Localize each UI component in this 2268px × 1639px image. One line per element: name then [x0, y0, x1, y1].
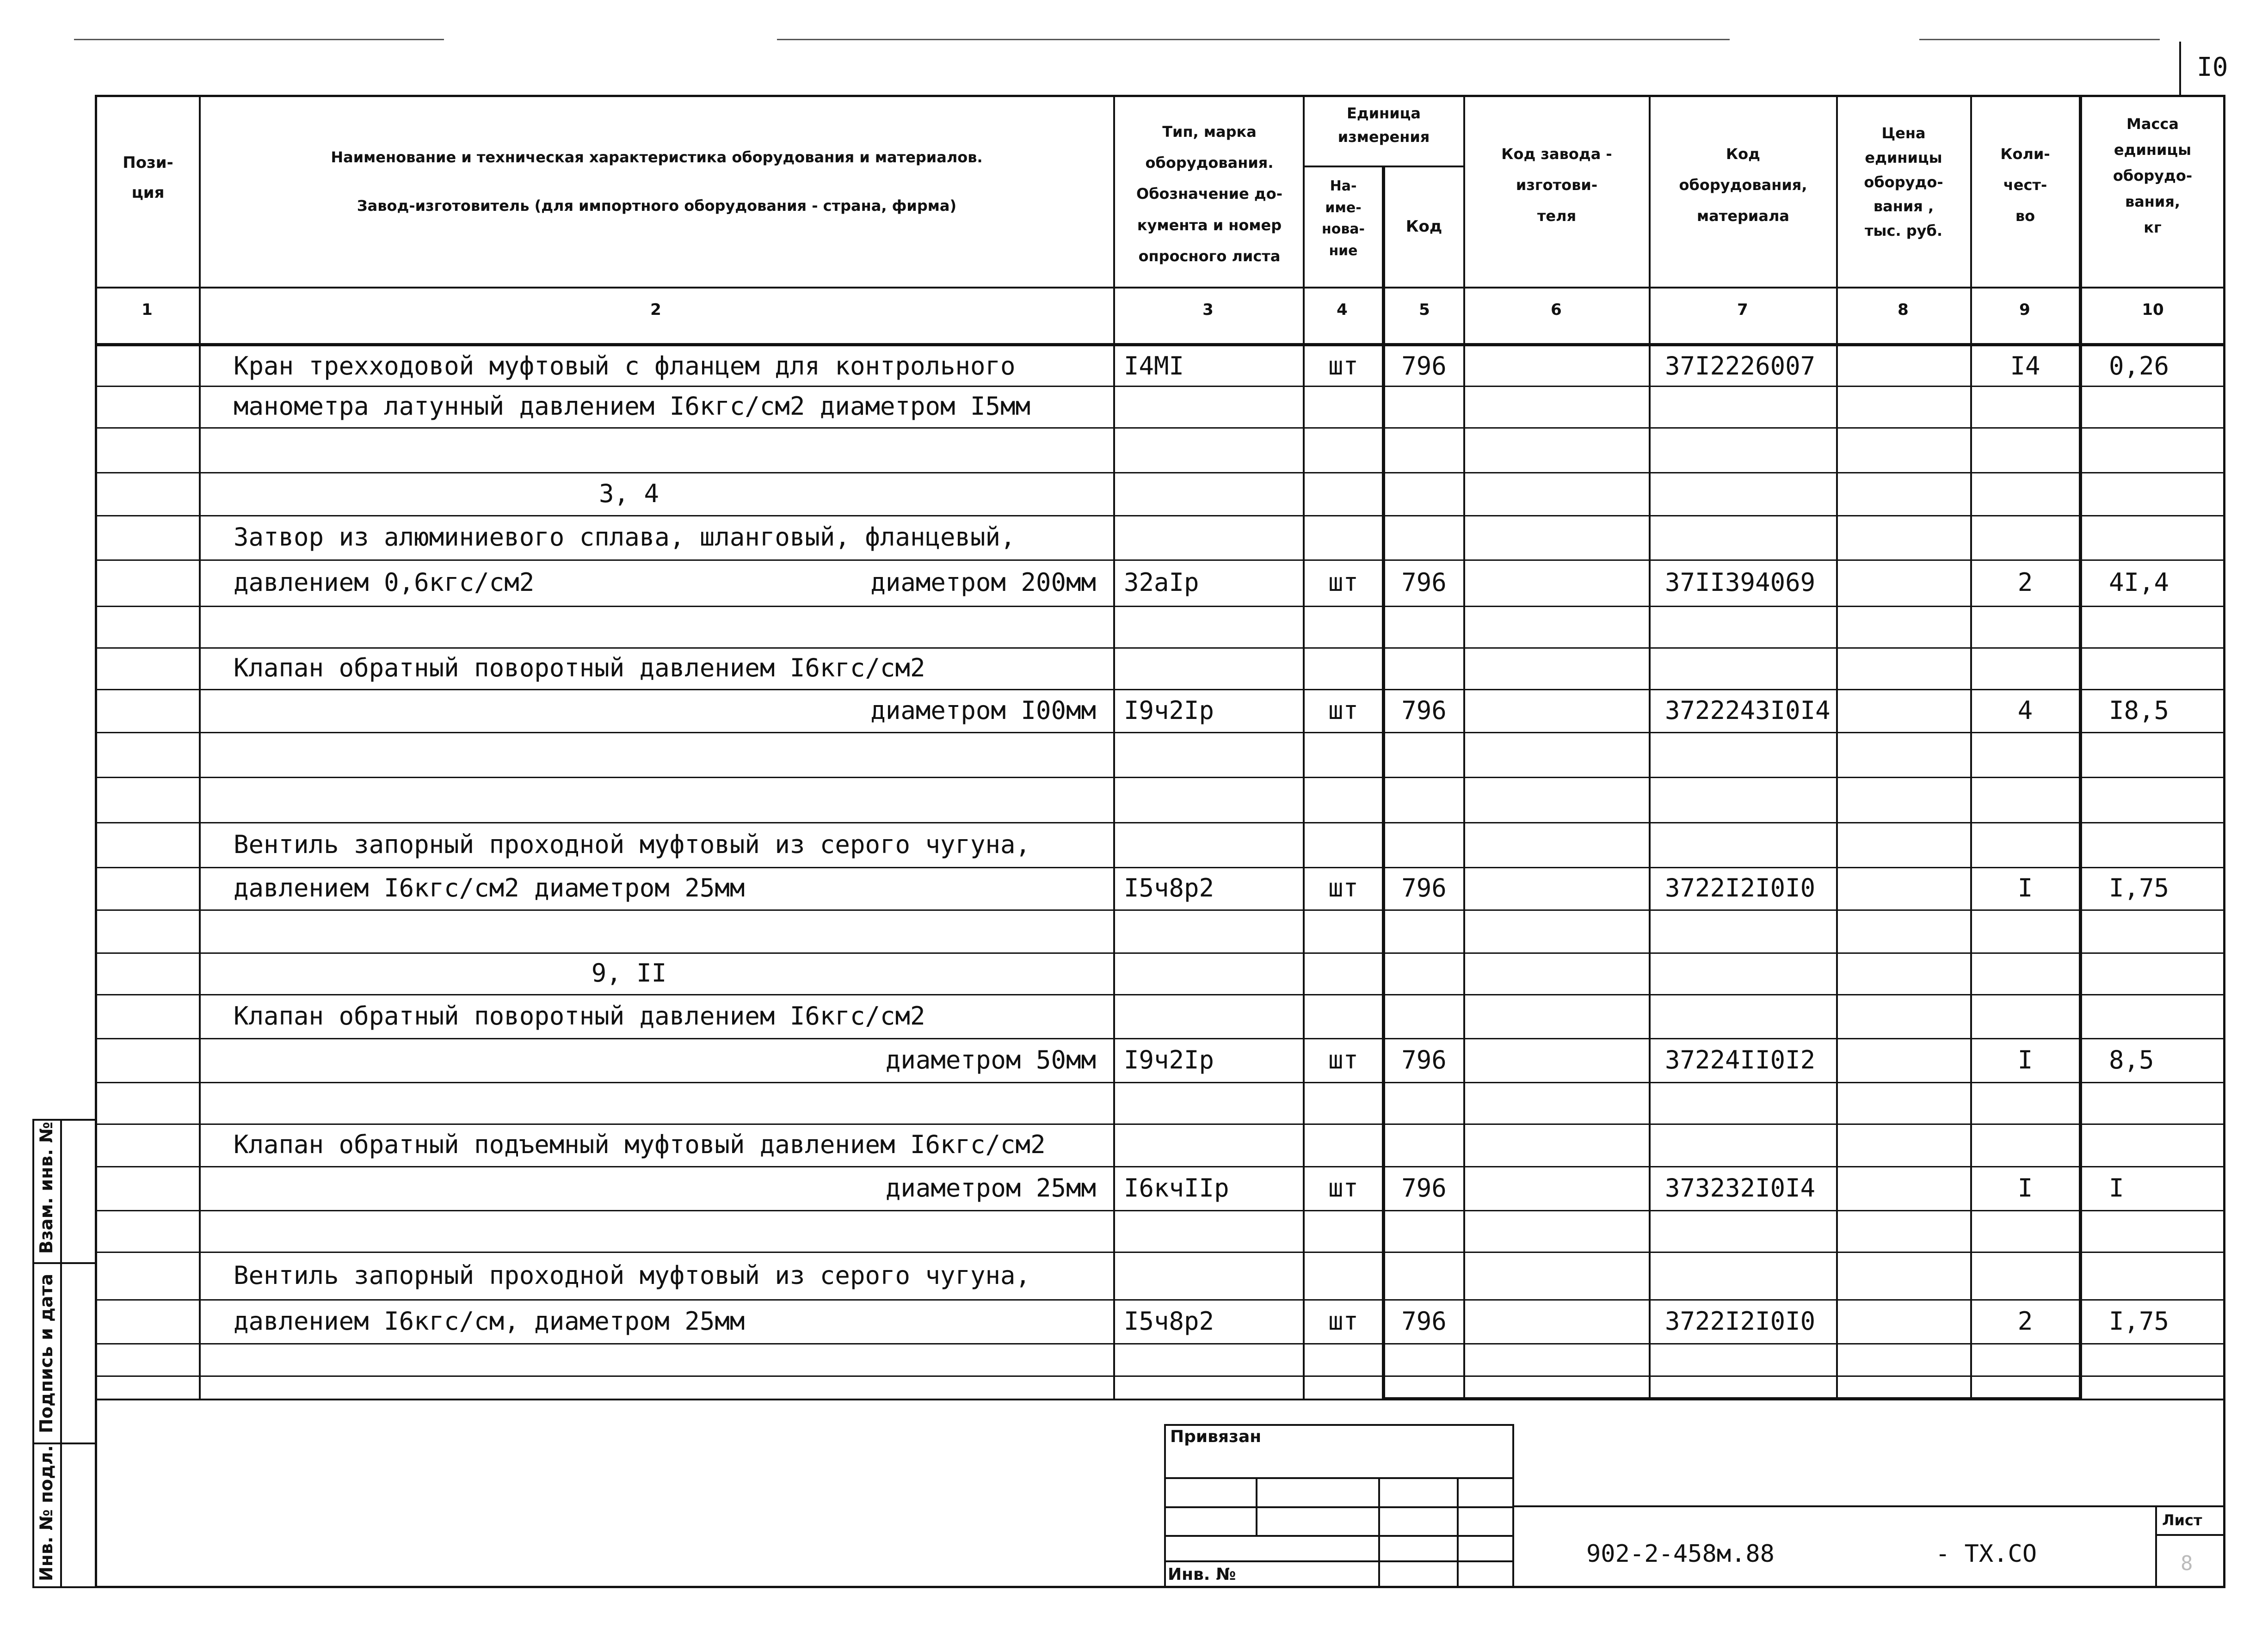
top-rule-left	[74, 39, 444, 40]
column-number-7: 7	[1737, 301, 1748, 319]
item-code: 37224II0I2	[1665, 1045, 1816, 1074]
sheet-label: Лист	[2162, 1511, 2202, 1529]
header-type: Тип, марка оборудования. Обозначение до- кумента и номер опросного листа	[1136, 123, 1282, 265]
page-number-divider	[2179, 42, 2181, 95]
row-rule	[95, 606, 2225, 607]
col-line-5	[1463, 95, 1465, 1400]
item-qty: 2	[2017, 1306, 2033, 1336]
item-mass: I	[2109, 1173, 2124, 1203]
column-number-2: 2	[650, 301, 661, 319]
item-type: I6кчIIр	[1124, 1173, 1229, 1203]
row-rule	[95, 386, 2225, 387]
item-type: I9ч2Iр	[1124, 695, 1214, 725]
row-rule	[95, 427, 2225, 429]
item-type: 32аIр	[1124, 568, 1199, 597]
privyazan-rule-4	[1164, 1560, 1514, 1562]
item-name: Клапан обратный поворотный давлением I6кгс/см2	[234, 653, 925, 682]
item-diameter: диаметром 25мм	[885, 1173, 1096, 1203]
row-rule	[95, 867, 2225, 868]
item-name: манометра латунный давлением I6кгс/см2 диаметром I5мм	[234, 392, 1031, 421]
col-line-8	[1970, 95, 1972, 1400]
item-unit-code: 796	[1401, 1173, 1447, 1203]
item-name: давлением I6кгс/см, диаметром 25мм	[234, 1306, 745, 1336]
top-rule-right	[1919, 39, 2160, 40]
item-unit: шт	[1328, 1306, 1359, 1336]
item-mass: 4I,4	[2109, 568, 2169, 597]
row-rule	[95, 1375, 2225, 1377]
header-unit-code: Код	[1405, 217, 1442, 236]
document-code: 902-2-458м.88	[1586, 1540, 1775, 1568]
privyazan-col-2	[1378, 1477, 1380, 1588]
item-mass: 8,5	[2109, 1045, 2154, 1074]
item-type: I5ч8р2	[1124, 1306, 1214, 1336]
col-line-4	[1382, 166, 1385, 1400]
col-line-2	[1113, 95, 1115, 1400]
item-diameter: диаметром I00мм	[870, 695, 1096, 725]
row-rule	[95, 777, 2225, 778]
column-number-10: 10	[2142, 301, 2164, 319]
item-name: Клапан обратный поворотный давлением I6кгс/см2	[234, 1001, 925, 1031]
row-rule	[95, 1343, 2225, 1344]
side-vzam-inv: Взам. инв. №	[36, 1122, 56, 1254]
item-qty: I	[2017, 873, 2033, 902]
item-type: I9ч2Iр	[1124, 1045, 1214, 1074]
header-factory-code: Код завода - изготови- теля	[1501, 145, 1612, 225]
item-unit-code: 796	[1401, 873, 1447, 902]
row-rule	[95, 1082, 2225, 1083]
numbers-bottom-rule	[95, 343, 2225, 346]
item-unit-code: 796	[1401, 351, 1447, 381]
item-mass: I,75	[2109, 873, 2169, 902]
column-number-1: 1	[142, 301, 153, 319]
item-unit: шт	[1328, 568, 1359, 597]
item-unit-code: 796	[1401, 695, 1447, 725]
header-equipment-code: Код оборудования, материала	[1679, 145, 1807, 225]
item-name: давлением 0,6кгс/см2	[234, 568, 535, 597]
privyazan-col-1	[1256, 1477, 1257, 1535]
col-line-6	[1649, 95, 1651, 1400]
column-number-4: 4	[1337, 301, 1348, 319]
document-suffix: - ТХ.СО	[1935, 1540, 2037, 1568]
header-name-line2: Завод-изготовитель (для импортного оборудования - страна, фирма)	[357, 197, 957, 215]
item-qty: I	[2017, 1045, 2033, 1074]
item-qty: I	[2017, 1173, 2033, 1203]
item-name: Вентиль запорный проходной муфтовый из серого чугуна,	[234, 1260, 1031, 1290]
column-number-3: 3	[1202, 301, 1214, 319]
col-line-9	[2079, 95, 2082, 1400]
item-name: давлением I6кгс/см2 диаметром 25мм	[234, 873, 745, 902]
privyazan-col-3	[1457, 1477, 1459, 1588]
item-qty: 4	[2017, 695, 2033, 725]
column-number-6: 6	[1551, 301, 1562, 319]
title-block-rule	[1514, 1505, 2225, 1507]
side-podpis-data: Подпись и дата	[36, 1273, 56, 1433]
row-rule	[95, 909, 2225, 911]
row-rule	[95, 952, 2225, 954]
side-stamp-divider	[60, 1119, 62, 1588]
item-qty: I4	[2010, 351, 2040, 381]
item-name: Затвор из алюминиевого сплава, шланговый, фланцевый,	[234, 522, 1016, 552]
header-quantity: Коли- чест- во	[2000, 145, 2050, 225]
header-unit-name: На- име- нова- ние	[1321, 178, 1365, 259]
item-code: 373232I0I4	[1665, 1173, 1816, 1203]
item-mass: I,75	[2109, 1306, 2169, 1336]
item-mass: I8,5	[2109, 695, 2169, 725]
item-code: 3722243I0I4	[1665, 695, 1830, 725]
item-unit: шт	[1328, 1045, 1359, 1074]
inv-no-label: Инв. №	[1168, 1565, 1236, 1584]
header-name-line1: Наименование и техническая характеристика оборудования и материалов.	[331, 148, 983, 166]
header-bottom-rule	[95, 287, 2225, 289]
row-rule	[95, 822, 2225, 823]
item-unit-code: 796	[1401, 568, 1447, 597]
item-name: Вентиль запорный проходной муфтовый из серого чугуна,	[234, 829, 1031, 859]
item-name: Клапан обратный подъемный муфтовый давлением I6кгс/см2	[234, 1130, 1046, 1159]
row-rule	[95, 515, 2225, 516]
side-stamp-rule-1	[32, 1262, 95, 1264]
page-number: I0	[2197, 52, 2228, 82]
item-qty: 2	[2017, 568, 2033, 597]
table-end-rule	[95, 1399, 2225, 1400]
col-line-1	[199, 95, 201, 1400]
item-unit-code: 796	[1401, 1045, 1447, 1074]
side-stamp-rule-2	[32, 1443, 95, 1444]
item-unit: шт	[1328, 873, 1359, 902]
privyazan-rule-2	[1164, 1506, 1514, 1508]
column-number-9: 9	[2019, 301, 2030, 319]
row-rule	[95, 1252, 2225, 1253]
section-positions: 3, 4	[598, 479, 659, 508]
col-line-3	[1303, 95, 1305, 1400]
header-unit-group: Единица измерения	[1337, 104, 1430, 146]
section-positions: 9, II	[591, 958, 667, 988]
row-rule	[95, 1038, 2225, 1039]
item-code: 3722I2I0I0	[1665, 1306, 1816, 1336]
item-unit: шт	[1328, 1173, 1359, 1203]
column-number-5: 5	[1419, 301, 1430, 319]
item-name: Кран трехходовой муфтовый с фланцем для контрольного	[234, 351, 1016, 381]
row-rule	[95, 1123, 2225, 1125]
item-unit: шт	[1328, 695, 1359, 725]
item-unit: шт	[1328, 351, 1359, 381]
item-code: 37I2226007	[1665, 351, 1816, 381]
sheet-number: 8	[2181, 1552, 2193, 1575]
row-rule	[95, 732, 2225, 733]
row-rule	[95, 647, 2225, 649]
privyazan-rule-3	[1164, 1535, 1514, 1537]
column-number-8: 8	[1898, 301, 1909, 319]
row-rule	[95, 559, 2225, 561]
header-price: Цена единицы оборудо- вания , тыс. руб.	[1864, 124, 1943, 240]
privyazan-label: Привязан	[1170, 1427, 1262, 1446]
privyazan-rule-1	[1164, 1477, 1514, 1479]
row-rule	[95, 1210, 2225, 1211]
side-inv-podl: Инв. № подл.	[36, 1445, 56, 1581]
header-mass: Масса единицы оборудо- вания, кг	[2113, 115, 2193, 236]
item-code: 37II394069	[1665, 568, 1816, 597]
item-diameter: диаметром 200мм	[870, 568, 1096, 597]
header-position: Пози- ция	[123, 153, 173, 202]
top-rule-mid	[777, 39, 1730, 40]
row-rule	[95, 1299, 2225, 1301]
item-mass: 0,26	[2109, 351, 2169, 381]
item-type: I4MI	[1124, 351, 1184, 381]
item-code: 3722I2I0I0	[1665, 873, 1816, 902]
row-rule	[95, 689, 2225, 690]
item-type: I5ч8р2	[1124, 873, 1214, 902]
item-unit-code: 796	[1401, 1306, 1447, 1336]
row-rule	[95, 994, 2225, 995]
item-diameter: диаметром 50мм	[885, 1045, 1096, 1074]
row-rule	[95, 472, 2225, 473]
sheet-box-rule	[2155, 1534, 2225, 1536]
col-line-7	[1836, 95, 1838, 1400]
row-rule	[95, 1166, 2225, 1167]
